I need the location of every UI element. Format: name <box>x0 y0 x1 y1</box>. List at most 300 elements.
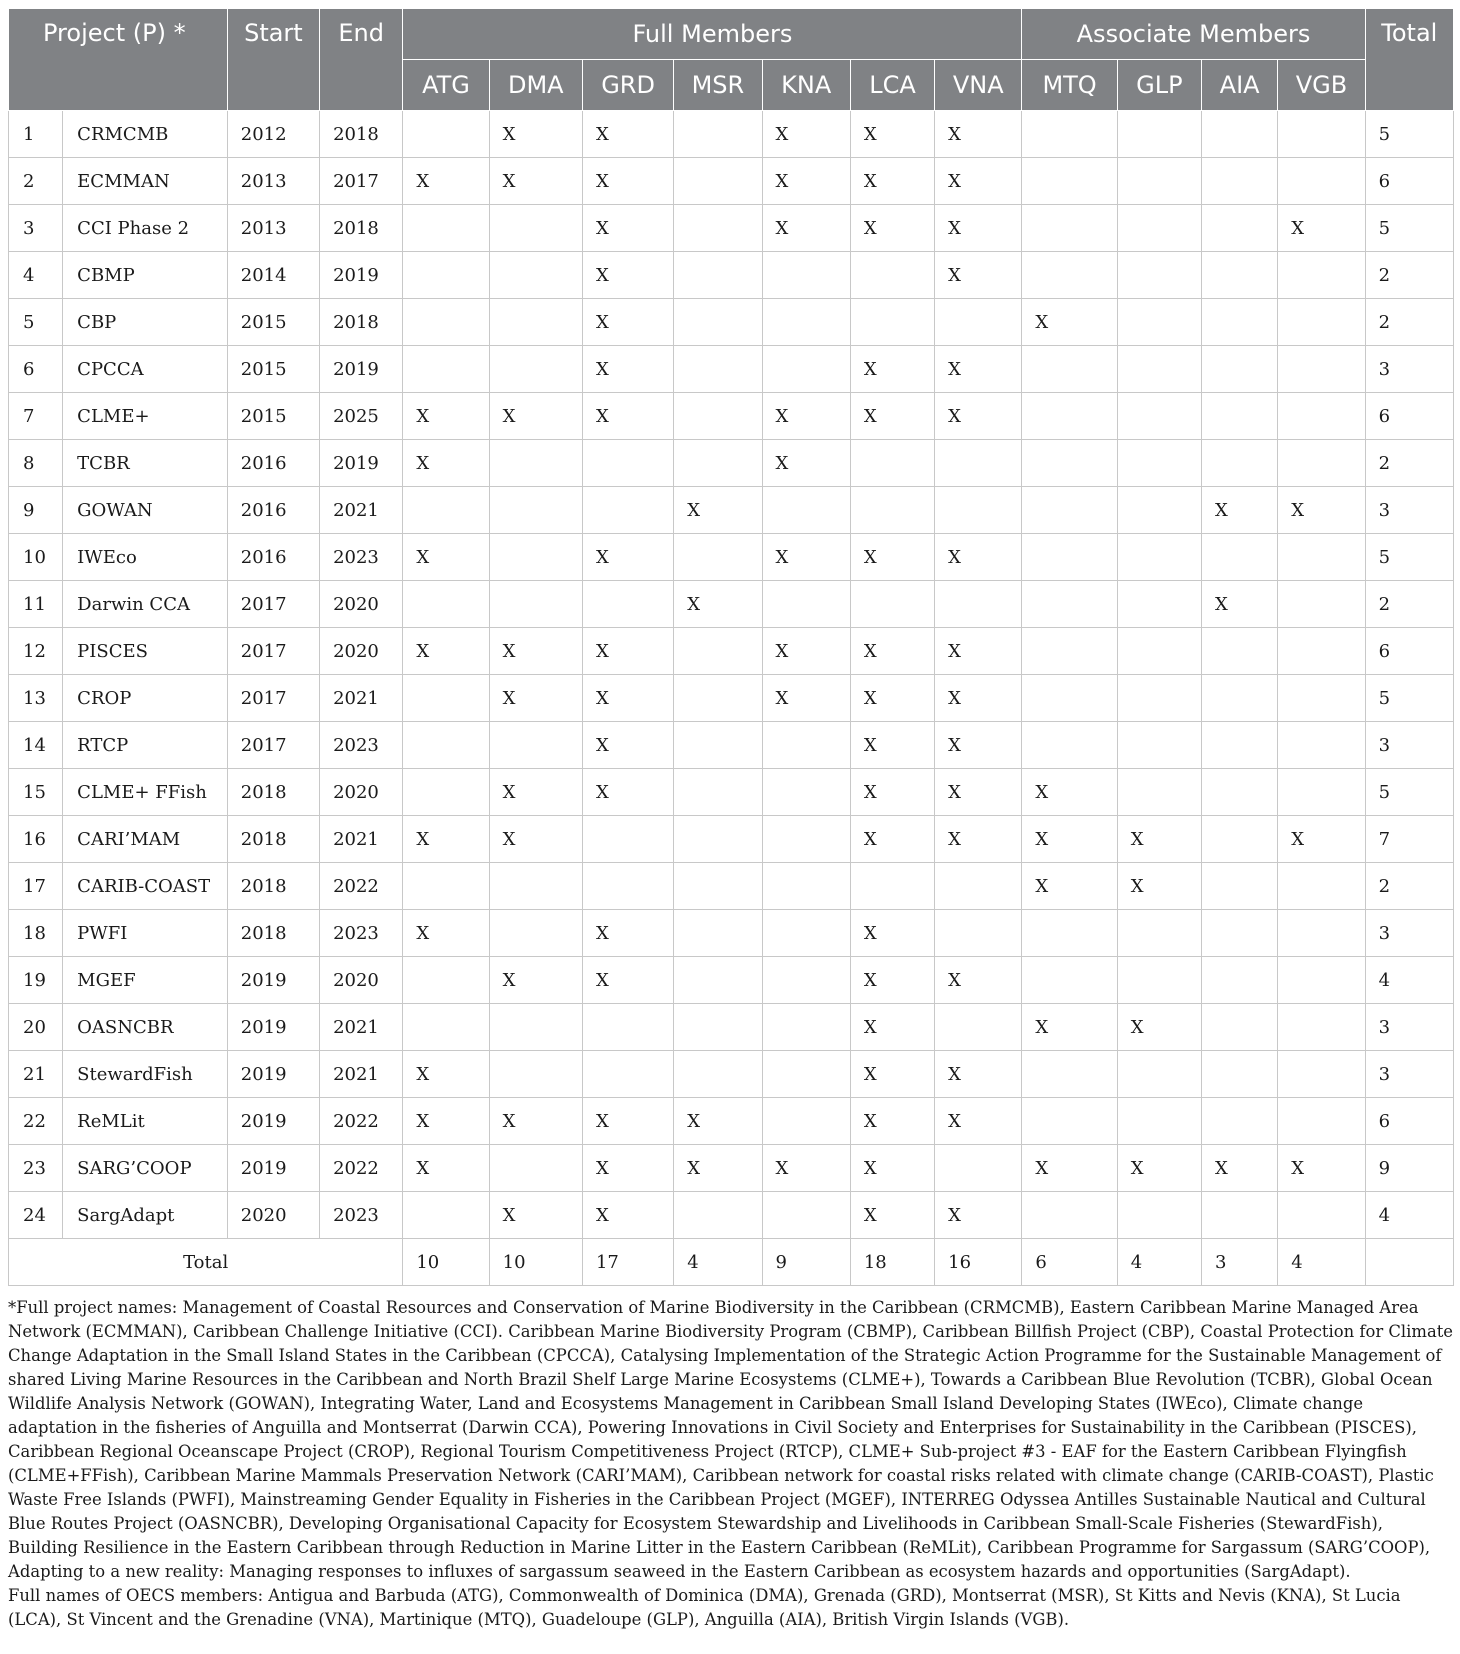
row-number: 23 <box>9 1145 63 1192</box>
start-year: 2017 <box>227 722 319 769</box>
header-country-dma: DMA <box>489 60 582 111</box>
member-mark-dma <box>489 910 582 957</box>
end-year: 2020 <box>320 957 403 1004</box>
header-country-msr: MSR <box>674 60 762 111</box>
member-mark-msr: X <box>674 1145 762 1192</box>
member-mark-mtq <box>1022 1192 1117 1239</box>
end-year: 2023 <box>320 722 403 769</box>
member-mark-vgb: X <box>1278 1145 1365 1192</box>
member-mark-aia <box>1202 440 1278 487</box>
row-total: 2 <box>1365 252 1453 299</box>
row-total: 3 <box>1365 487 1453 534</box>
member-mark-dma: X <box>489 158 582 205</box>
column-total-dma: 10 <box>489 1239 582 1286</box>
member-mark-lca: X <box>850 910 934 957</box>
member-mark-msr <box>674 910 762 957</box>
member-mark-grd: X <box>582 346 673 393</box>
member-mark-atg <box>403 957 489 1004</box>
end-year: 2021 <box>320 816 403 863</box>
end-year: 2018 <box>320 111 403 158</box>
table-row <box>9 440 1454 487</box>
row-number: 7 <box>9 393 63 440</box>
member-mark-vgb <box>1278 863 1365 910</box>
project-name: IWEco <box>63 534 228 581</box>
member-mark-grd: X <box>582 675 673 722</box>
table-row <box>9 1145 1454 1192</box>
table-row <box>9 722 1454 769</box>
member-mark-vna: X <box>935 252 1022 299</box>
project-name: GOWAN <box>63 487 228 534</box>
end-year: 2021 <box>320 1004 403 1051</box>
header-country-glp: GLP <box>1117 60 1201 111</box>
member-mark-mtq: X <box>1022 1145 1117 1192</box>
member-mark-grd: X <box>582 205 673 252</box>
member-mark-lca <box>850 440 934 487</box>
member-mark-mtq <box>1022 581 1117 628</box>
member-mark-atg: X <box>403 628 489 675</box>
member-mark-glp <box>1117 769 1201 816</box>
member-mark-vna: X <box>935 769 1022 816</box>
member-mark-mtq: X <box>1022 863 1117 910</box>
member-mark-lca: X <box>850 816 934 863</box>
member-mark-glp <box>1117 393 1201 440</box>
member-mark-grd <box>582 863 673 910</box>
member-mark-dma <box>489 1051 582 1098</box>
member-mark-atg <box>403 769 489 816</box>
start-year: 2019 <box>227 1145 319 1192</box>
table-row <box>9 816 1454 863</box>
end-year: 2020 <box>320 769 403 816</box>
start-year: 2015 <box>227 299 319 346</box>
member-mark-grd <box>582 487 673 534</box>
start-year: 2015 <box>227 393 319 440</box>
row-total: 7 <box>1365 816 1453 863</box>
row-total: 2 <box>1365 440 1453 487</box>
project-name: CBP <box>63 299 228 346</box>
project-name: CCI Phase 2 <box>63 205 228 252</box>
member-mark-mtq <box>1022 534 1117 581</box>
member-mark-dma: X <box>489 1192 582 1239</box>
row-number: 21 <box>9 1051 63 1098</box>
start-year: 2017 <box>227 675 319 722</box>
member-mark-grd: X <box>582 534 673 581</box>
member-mark-vgb <box>1278 675 1365 722</box>
member-mark-dma: X <box>489 816 582 863</box>
table-row <box>9 957 1454 1004</box>
member-mark-glp <box>1117 111 1201 158</box>
member-mark-lca: X <box>850 722 934 769</box>
header-start: Start <box>227 9 319 111</box>
member-mark-glp <box>1117 346 1201 393</box>
member-mark-glp <box>1117 628 1201 675</box>
member-mark-msr <box>674 816 762 863</box>
member-mark-vgb <box>1278 1192 1365 1239</box>
project-name: StewardFish <box>63 1051 228 1098</box>
member-mark-msr <box>674 957 762 1004</box>
member-mark-mtq <box>1022 675 1117 722</box>
member-mark-aia <box>1202 1051 1278 1098</box>
end-year: 2018 <box>320 205 403 252</box>
member-mark-atg <box>403 675 489 722</box>
member-mark-atg <box>403 346 489 393</box>
member-mark-aia <box>1202 111 1278 158</box>
member-mark-mtq <box>1022 1098 1117 1145</box>
member-mark-dma <box>489 534 582 581</box>
member-mark-grd: X <box>582 158 673 205</box>
member-mark-kna <box>762 816 850 863</box>
member-mark-kna <box>762 1051 850 1098</box>
member-mark-vna <box>935 863 1022 910</box>
member-mark-atg: X <box>403 440 489 487</box>
member-mark-mtq: X <box>1022 769 1117 816</box>
member-mark-msr <box>674 346 762 393</box>
header-associate-members: Associate Members <box>1022 9 1365 60</box>
row-total: 5 <box>1365 205 1453 252</box>
member-mark-msr <box>674 769 762 816</box>
member-mark-glp <box>1117 205 1201 252</box>
member-mark-dma <box>489 487 582 534</box>
member-mark-dma <box>489 440 582 487</box>
start-year: 2016 <box>227 440 319 487</box>
table-row <box>9 346 1454 393</box>
member-mark-lca: X <box>850 1192 934 1239</box>
member-mark-kna <box>762 299 850 346</box>
row-number: 8 <box>9 440 63 487</box>
row-total: 2 <box>1365 299 1453 346</box>
member-mark-kna <box>762 910 850 957</box>
member-mark-mtq <box>1022 252 1117 299</box>
member-mark-grd: X <box>582 910 673 957</box>
member-mark-msr: X <box>674 1098 762 1145</box>
member-mark-dma <box>489 722 582 769</box>
member-mark-vna: X <box>935 675 1022 722</box>
member-mark-msr: X <box>674 581 762 628</box>
member-mark-aia <box>1202 816 1278 863</box>
member-mark-dma: X <box>489 957 582 1004</box>
member-mark-vna: X <box>935 722 1022 769</box>
row-number: 9 <box>9 487 63 534</box>
member-mark-aia <box>1202 534 1278 581</box>
column-total-msr: 4 <box>674 1239 762 1286</box>
member-mark-atg <box>403 205 489 252</box>
row-number: 19 <box>9 957 63 1004</box>
member-mark-grd: X <box>582 1145 673 1192</box>
member-mark-atg <box>403 252 489 299</box>
row-total: 3 <box>1365 1051 1453 1098</box>
member-mark-mtq <box>1022 722 1117 769</box>
end-year: 2020 <box>320 581 403 628</box>
row-total: 5 <box>1365 534 1453 581</box>
member-mark-msr <box>674 1051 762 1098</box>
project-name: PWFI <box>63 910 228 957</box>
member-mark-aia <box>1202 769 1278 816</box>
member-mark-atg: X <box>403 158 489 205</box>
member-mark-msr <box>674 299 762 346</box>
row-total: 3 <box>1365 910 1453 957</box>
member-mark-grd <box>582 581 673 628</box>
header-country-aia: AIA <box>1202 60 1278 111</box>
member-mark-glp <box>1117 252 1201 299</box>
member-mark-mtq <box>1022 1051 1117 1098</box>
table-row <box>9 487 1454 534</box>
member-mark-vgb: X <box>1278 487 1365 534</box>
row-total: 2 <box>1365 863 1453 910</box>
member-mark-msr <box>674 722 762 769</box>
project-name: CARIB-COAST <box>63 863 228 910</box>
member-mark-aia <box>1202 205 1278 252</box>
member-mark-glp: X <box>1117 863 1201 910</box>
member-mark-aia: X <box>1202 487 1278 534</box>
member-mark-mtq <box>1022 346 1117 393</box>
row-number: 6 <box>9 346 63 393</box>
member-mark-atg: X <box>403 910 489 957</box>
member-mark-vgb <box>1278 252 1365 299</box>
member-mark-lca: X <box>850 393 934 440</box>
member-mark-aia: X <box>1202 581 1278 628</box>
start-year: 2019 <box>227 1051 319 1098</box>
member-mark-mtq: X <box>1022 1004 1117 1051</box>
column-total-lca: 18 <box>850 1239 934 1286</box>
member-mark-atg <box>403 863 489 910</box>
member-mark-grd: X <box>582 252 673 299</box>
member-mark-lca: X <box>850 675 934 722</box>
member-mark-lca: X <box>850 158 934 205</box>
member-mark-glp <box>1117 675 1201 722</box>
row-total: 4 <box>1365 1192 1453 1239</box>
table-row <box>9 910 1454 957</box>
row-number: 15 <box>9 769 63 816</box>
member-mark-lca <box>850 252 934 299</box>
row-total: 5 <box>1365 111 1453 158</box>
member-mark-aia <box>1202 252 1278 299</box>
member-mark-grd: X <box>582 111 673 158</box>
member-mark-vna: X <box>935 111 1022 158</box>
member-mark-vna <box>935 487 1022 534</box>
member-mark-grd <box>582 440 673 487</box>
member-mark-kna: X <box>762 628 850 675</box>
member-mark-dma: X <box>489 393 582 440</box>
member-mark-vna: X <box>935 1051 1022 1098</box>
table-row <box>9 111 1454 158</box>
member-mark-vna <box>935 910 1022 957</box>
end-year: 2019 <box>320 252 403 299</box>
member-mark-atg: X <box>403 1145 489 1192</box>
member-mark-glp <box>1117 487 1201 534</box>
member-mark-grd <box>582 1051 673 1098</box>
empty-cell <box>1365 1239 1453 1286</box>
row-total: 3 <box>1365 1004 1453 1051</box>
end-year: 2021 <box>320 487 403 534</box>
end-year: 2019 <box>320 440 403 487</box>
member-mark-mtq <box>1022 393 1117 440</box>
member-mark-kna <box>762 1098 850 1145</box>
header-country-vgb: VGB <box>1278 60 1365 111</box>
member-mark-atg <box>403 111 489 158</box>
member-mark-dma <box>489 1004 582 1051</box>
project-name: ReMLit <box>63 1098 228 1145</box>
table-row <box>9 628 1454 675</box>
member-mark-atg: X <box>403 1098 489 1145</box>
table-row <box>9 158 1454 205</box>
row-total: 9 <box>1365 1145 1453 1192</box>
start-year: 2019 <box>227 1098 319 1145</box>
member-mark-glp: X <box>1117 1004 1201 1051</box>
member-mark-vgb <box>1278 1004 1365 1051</box>
member-mark-vgb <box>1278 957 1365 1004</box>
row-number: 3 <box>9 205 63 252</box>
member-mark-lca: X <box>850 1004 934 1051</box>
member-mark-lca: X <box>850 628 934 675</box>
project-name: CLME+ <box>63 393 228 440</box>
end-year: 2019 <box>320 346 403 393</box>
member-mark-vgb <box>1278 440 1365 487</box>
project-name: OASNCBR <box>63 1004 228 1051</box>
table-row <box>9 1192 1454 1239</box>
member-mark-glp <box>1117 957 1201 1004</box>
member-mark-grd: X <box>582 393 673 440</box>
member-mark-vgb <box>1278 393 1365 440</box>
row-number: 13 <box>9 675 63 722</box>
member-mark-atg <box>403 581 489 628</box>
row-total: 6 <box>1365 158 1453 205</box>
member-mark-atg: X <box>403 393 489 440</box>
member-mark-vna: X <box>935 346 1022 393</box>
start-year: 2018 <box>227 816 319 863</box>
member-mark-mtq <box>1022 487 1117 534</box>
member-mark-msr <box>674 863 762 910</box>
member-mark-vgb <box>1278 581 1365 628</box>
project-name: PISCES <box>63 628 228 675</box>
member-mark-vgb: X <box>1278 205 1365 252</box>
row-total: 5 <box>1365 769 1453 816</box>
member-mark-lca: X <box>850 769 934 816</box>
member-mark-vna <box>935 299 1022 346</box>
member-mark-kna <box>762 863 850 910</box>
member-mark-glp <box>1117 158 1201 205</box>
row-number: 4 <box>9 252 63 299</box>
table-row <box>9 534 1454 581</box>
member-mark-vgb <box>1278 769 1365 816</box>
member-mark-aia <box>1202 1192 1278 1239</box>
member-mark-grd: X <box>582 957 673 1004</box>
member-mark-lca: X <box>850 111 934 158</box>
row-total: 2 <box>1365 581 1453 628</box>
member-mark-glp <box>1117 910 1201 957</box>
member-mark-grd: X <box>582 628 673 675</box>
member-mark-atg: X <box>403 534 489 581</box>
row-number: 16 <box>9 816 63 863</box>
member-mark-grd: X <box>582 299 673 346</box>
member-mark-grd: X <box>582 722 673 769</box>
end-year: 2022 <box>320 1098 403 1145</box>
member-mark-aia <box>1202 722 1278 769</box>
row-number: 2 <box>9 158 63 205</box>
document <box>8 8 1454 1632</box>
member-mark-aia <box>1202 299 1278 346</box>
row-number: 17 <box>9 863 63 910</box>
member-mark-dma: X <box>489 675 582 722</box>
header-end: End <box>320 9 403 111</box>
row-number: 18 <box>9 910 63 957</box>
project-name: CPCCA <box>63 346 228 393</box>
member-mark-glp <box>1117 534 1201 581</box>
header-full-members: Full Members <box>403 9 1022 60</box>
table-row <box>9 863 1454 910</box>
header-total: Total <box>1365 9 1453 111</box>
start-year: 2017 <box>227 581 319 628</box>
member-mark-vna <box>935 581 1022 628</box>
member-mark-lca <box>850 487 934 534</box>
member-mark-grd: X <box>582 1098 673 1145</box>
member-mark-atg <box>403 1004 489 1051</box>
member-mark-atg <box>403 722 489 769</box>
member-mark-vna: X <box>935 534 1022 581</box>
member-mark-dma: X <box>489 111 582 158</box>
end-year: 2023 <box>320 910 403 957</box>
total-label: Total <box>9 1239 403 1286</box>
end-year: 2018 <box>320 299 403 346</box>
member-mark-kna: X <box>762 205 850 252</box>
end-year: 2025 <box>320 393 403 440</box>
start-year: 2013 <box>227 205 319 252</box>
table-row <box>9 1004 1454 1051</box>
member-mark-msr <box>674 111 762 158</box>
table-row <box>9 769 1454 816</box>
member-mark-vna: X <box>935 1098 1022 1145</box>
member-mark-glp: X <box>1117 1145 1201 1192</box>
member-mark-vna: X <box>935 393 1022 440</box>
start-year: 2012 <box>227 111 319 158</box>
member-mark-mtq <box>1022 440 1117 487</box>
member-mark-kna <box>762 722 850 769</box>
member-mark-dma: X <box>489 1098 582 1145</box>
member-mark-dma <box>489 299 582 346</box>
member-mark-lca: X <box>850 205 934 252</box>
member-mark-kna: X <box>762 534 850 581</box>
member-mark-aia <box>1202 910 1278 957</box>
member-mark-aia <box>1202 675 1278 722</box>
table-row <box>9 252 1454 299</box>
member-mark-lca: X <box>850 1051 934 1098</box>
member-mark-vgb <box>1278 111 1365 158</box>
row-number: 24 <box>9 1192 63 1239</box>
row-total: 6 <box>1365 1098 1453 1145</box>
member-mark-glp: X <box>1117 816 1201 863</box>
member-mark-lca <box>850 299 934 346</box>
row-number: 14 <box>9 722 63 769</box>
total-row <box>9 1239 1454 1286</box>
member-mark-vna <box>935 1145 1022 1192</box>
header-country-vna: VNA <box>935 60 1022 111</box>
column-total-grd: 17 <box>582 1239 673 1286</box>
member-mark-lca: X <box>850 1145 934 1192</box>
header-country-kna: KNA <box>762 60 850 111</box>
member-mark-vna: X <box>935 1192 1022 1239</box>
project-name: RTCP <box>63 722 228 769</box>
column-total-glp: 4 <box>1117 1239 1201 1286</box>
member-mark-msr <box>674 252 762 299</box>
member-mark-glp <box>1117 1098 1201 1145</box>
member-mark-msr <box>674 675 762 722</box>
member-mark-kna <box>762 487 850 534</box>
member-mark-grd <box>582 816 673 863</box>
end-year: 2023 <box>320 534 403 581</box>
member-mark-aia: X <box>1202 1145 1278 1192</box>
table-row <box>9 205 1454 252</box>
table-row <box>9 1051 1454 1098</box>
project-name: CLME+ FFish <box>63 769 228 816</box>
member-mark-vgb <box>1278 910 1365 957</box>
